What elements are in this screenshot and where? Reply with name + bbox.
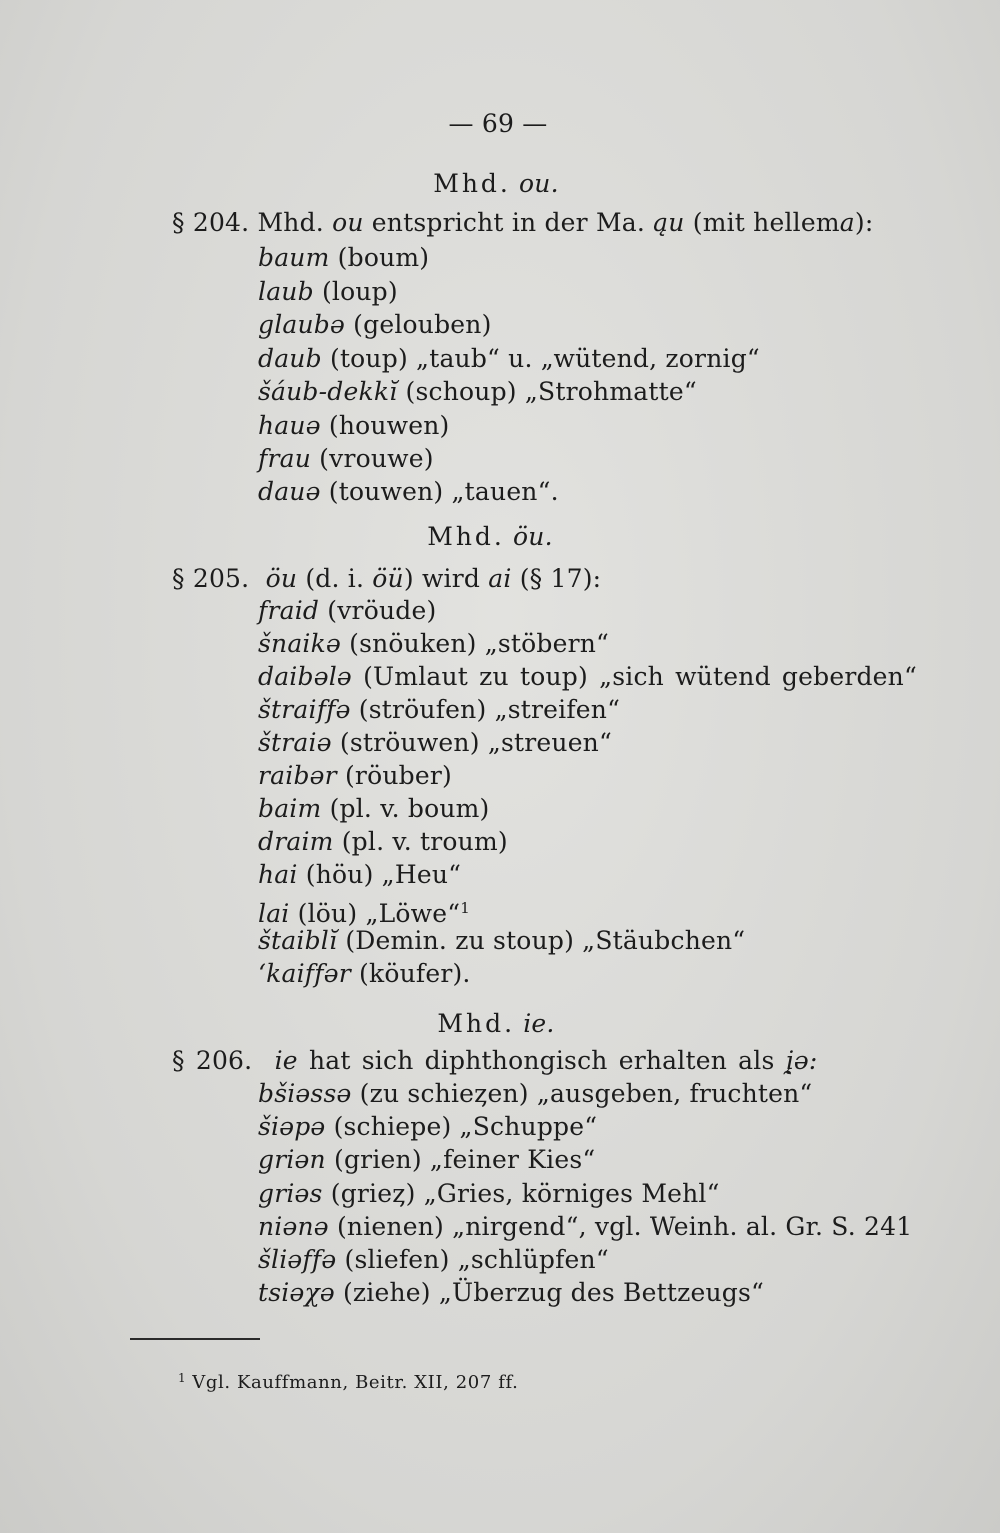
footnote-mark: 1 — [178, 1371, 187, 1385]
entry-gloss: (nienen) „nirgend“, vgl. Weinh. al. Gr. S. 241 — [336, 1212, 913, 1241]
list-item — [258, 958, 471, 990]
page-number: — 69 — — [448, 109, 548, 138]
intro-text: ): — [854, 208, 874, 237]
entry-gloss: (köufer). — [359, 959, 471, 988]
list-item — [258, 859, 461, 891]
footnote — [178, 1366, 518, 1395]
entry-gloss: (grieȥ) „Gries, körniges Mehl“ — [330, 1179, 720, 1208]
entry-gloss: (ströuwen) „streuen“ — [339, 728, 612, 757]
intro-text: (§ 17): — [519, 564, 602, 593]
entry-gloss: (snöuken) „stöbern“ — [349, 629, 610, 658]
entry-word: dauə — [258, 477, 321, 506]
entry-gloss: (toup) „taub“ u. „wütend, zornig“ — [329, 344, 760, 373]
entry-word: griəs — [258, 1179, 323, 1208]
entry-word: daub — [258, 344, 322, 373]
list-item — [258, 1111, 597, 1143]
entry-word: ʻkaiffər — [258, 959, 351, 988]
heading-vowel: öu. — [513, 522, 553, 551]
entry-word: draim — [258, 827, 334, 856]
footnote-reference[interactable]: 1 — [460, 899, 470, 917]
intro-vowel: öü — [372, 564, 404, 593]
list-item — [258, 727, 612, 759]
heading-prefix: Mhd. — [437, 1009, 516, 1038]
footnote-text: Vgl. Kauffmann, Beitr. XII, 207 ff. — [192, 1372, 519, 1393]
entry-gloss: (pl. v. troum) — [341, 827, 508, 856]
list-item — [258, 276, 398, 308]
paragraph-number: § 205. — [172, 564, 250, 593]
entry-word: raibər — [258, 761, 337, 790]
paragraph-number: § 206. — [172, 1046, 253, 1075]
section-heading-oeu — [290, 521, 690, 553]
intro-vowel: ai — [488, 564, 512, 593]
list-item — [258, 793, 490, 825]
entry-word: glaubə — [258, 310, 346, 339]
list-item — [258, 242, 429, 274]
entry-word: bšiəssə — [258, 1079, 352, 1108]
entry-word: tsiəχə — [258, 1278, 335, 1307]
intro-vowel: a — [839, 208, 855, 237]
entry-gloss: (vrouwe) — [319, 444, 434, 473]
entry-word: baim — [258, 794, 322, 823]
list-item — [258, 694, 620, 726]
paragraph-number: § 204. — [172, 208, 250, 237]
intro-vowel: öu — [265, 564, 298, 593]
entry-gloss: (höu) „Heu“ — [305, 860, 462, 889]
heading-vowel: ie. — [523, 1009, 555, 1038]
heading-vowel: ou. — [519, 169, 559, 198]
list-item — [258, 760, 452, 792]
entry-gloss: (boum) — [337, 243, 430, 272]
entry-gloss: (löu) „Löwe“ — [297, 899, 461, 928]
list-item — [258, 1277, 764, 1309]
entry-gloss: (loup) — [321, 277, 398, 306]
intro-text: (d. i. — [305, 564, 365, 593]
entry-gloss: (ströufen) „streifen“ — [358, 695, 621, 724]
list-item — [258, 925, 745, 957]
section-heading-ie — [296, 1008, 696, 1040]
list-item — [258, 1144, 595, 1176]
list-item — [258, 1211, 912, 1243]
entry-gloss: (Demin. zu stoup) „Stäubchen“ — [345, 926, 746, 955]
entry-gloss: (houwen) — [328, 411, 450, 440]
footnote-divider — [130, 1338, 260, 1340]
entry-word: šáub-dekkĭ — [258, 377, 398, 406]
intro-text: hat sich diphthongisch erhalten als — [308, 1046, 775, 1075]
entry-gloss: (vröude) — [327, 596, 437, 625]
list-item — [258, 1178, 720, 1210]
list-item — [258, 661, 917, 693]
entry-word: griən — [258, 1145, 326, 1174]
paragraph-205-intro — [172, 563, 601, 595]
list-item — [258, 628, 609, 660]
entry-word: fraid — [258, 596, 320, 625]
entry-gloss: (gelouben) — [353, 310, 492, 339]
entry-word: niənə — [258, 1212, 329, 1241]
intro-vowel: ąu — [653, 208, 685, 237]
list-item — [258, 309, 492, 341]
entry-word: štraiffə — [258, 695, 351, 724]
entry-gloss: (röuber) — [344, 761, 452, 790]
entry-gloss: (touwen) „tauen“. — [328, 477, 559, 506]
intro-text: entspricht in der Ma. — [371, 208, 646, 237]
entry-word: frau — [258, 444, 312, 473]
intro-vowel: ie — [274, 1046, 298, 1075]
entry-gloss: (zu schieȥen) „ausgeben, fruchten“ — [359, 1079, 813, 1108]
entry-word: lai — [258, 899, 290, 928]
entry-word: laub — [258, 277, 314, 306]
paragraph-204-intro — [172, 207, 873, 239]
entry-word: daibələ — [258, 662, 352, 691]
entry-word: šnaikə — [258, 629, 341, 658]
intro-vowel: ou — [332, 208, 364, 237]
intro-text: ) wird — [403, 564, 481, 593]
entry-word: hauə — [258, 411, 321, 440]
intro-text: Mhd. — [257, 208, 324, 237]
entry-word: šiəpə — [258, 1112, 326, 1141]
entry-gloss: (grien) „feiner Kies“ — [334, 1145, 596, 1174]
list-item — [258, 476, 559, 508]
list-item — [258, 376, 697, 408]
list-item — [258, 410, 450, 442]
entry-gloss: (sliefen) „schlüpfen“ — [344, 1245, 609, 1274]
entry-gloss: (schiepe) „Schuppe“ — [333, 1112, 598, 1141]
intro-text: (mit hellem — [692, 208, 840, 237]
entry-gloss: (Umlaut zu toup) „sich wütend geberden“ — [363, 662, 917, 691]
paragraph-206-intro — [172, 1045, 817, 1077]
list-item — [258, 595, 436, 627]
list-item — [258, 1244, 609, 1276]
entry-word: baum — [258, 243, 330, 272]
heading-prefix: Mhd. — [427, 522, 505, 551]
entry-gloss: (ziehe) „Überzug des Bettzeugs“ — [342, 1278, 764, 1307]
heading-prefix: Mhd. — [433, 169, 511, 198]
intro-vowel: į̯ə: — [785, 1046, 818, 1075]
entry-word: štraiə — [258, 728, 332, 757]
entry-gloss: (schoup) „Strohmatte“ — [405, 377, 697, 406]
entry-word: štaiblĭ — [258, 926, 338, 955]
entry-word: šliəffə — [258, 1245, 337, 1274]
list-item — [258, 826, 508, 858]
list-item — [258, 1078, 812, 1110]
list-item — [258, 443, 434, 475]
section-heading-ou — [296, 168, 696, 200]
entry-gloss: (pl. v. boum) — [329, 794, 490, 823]
list-item — [258, 343, 760, 375]
entry-word: hai — [258, 860, 298, 889]
